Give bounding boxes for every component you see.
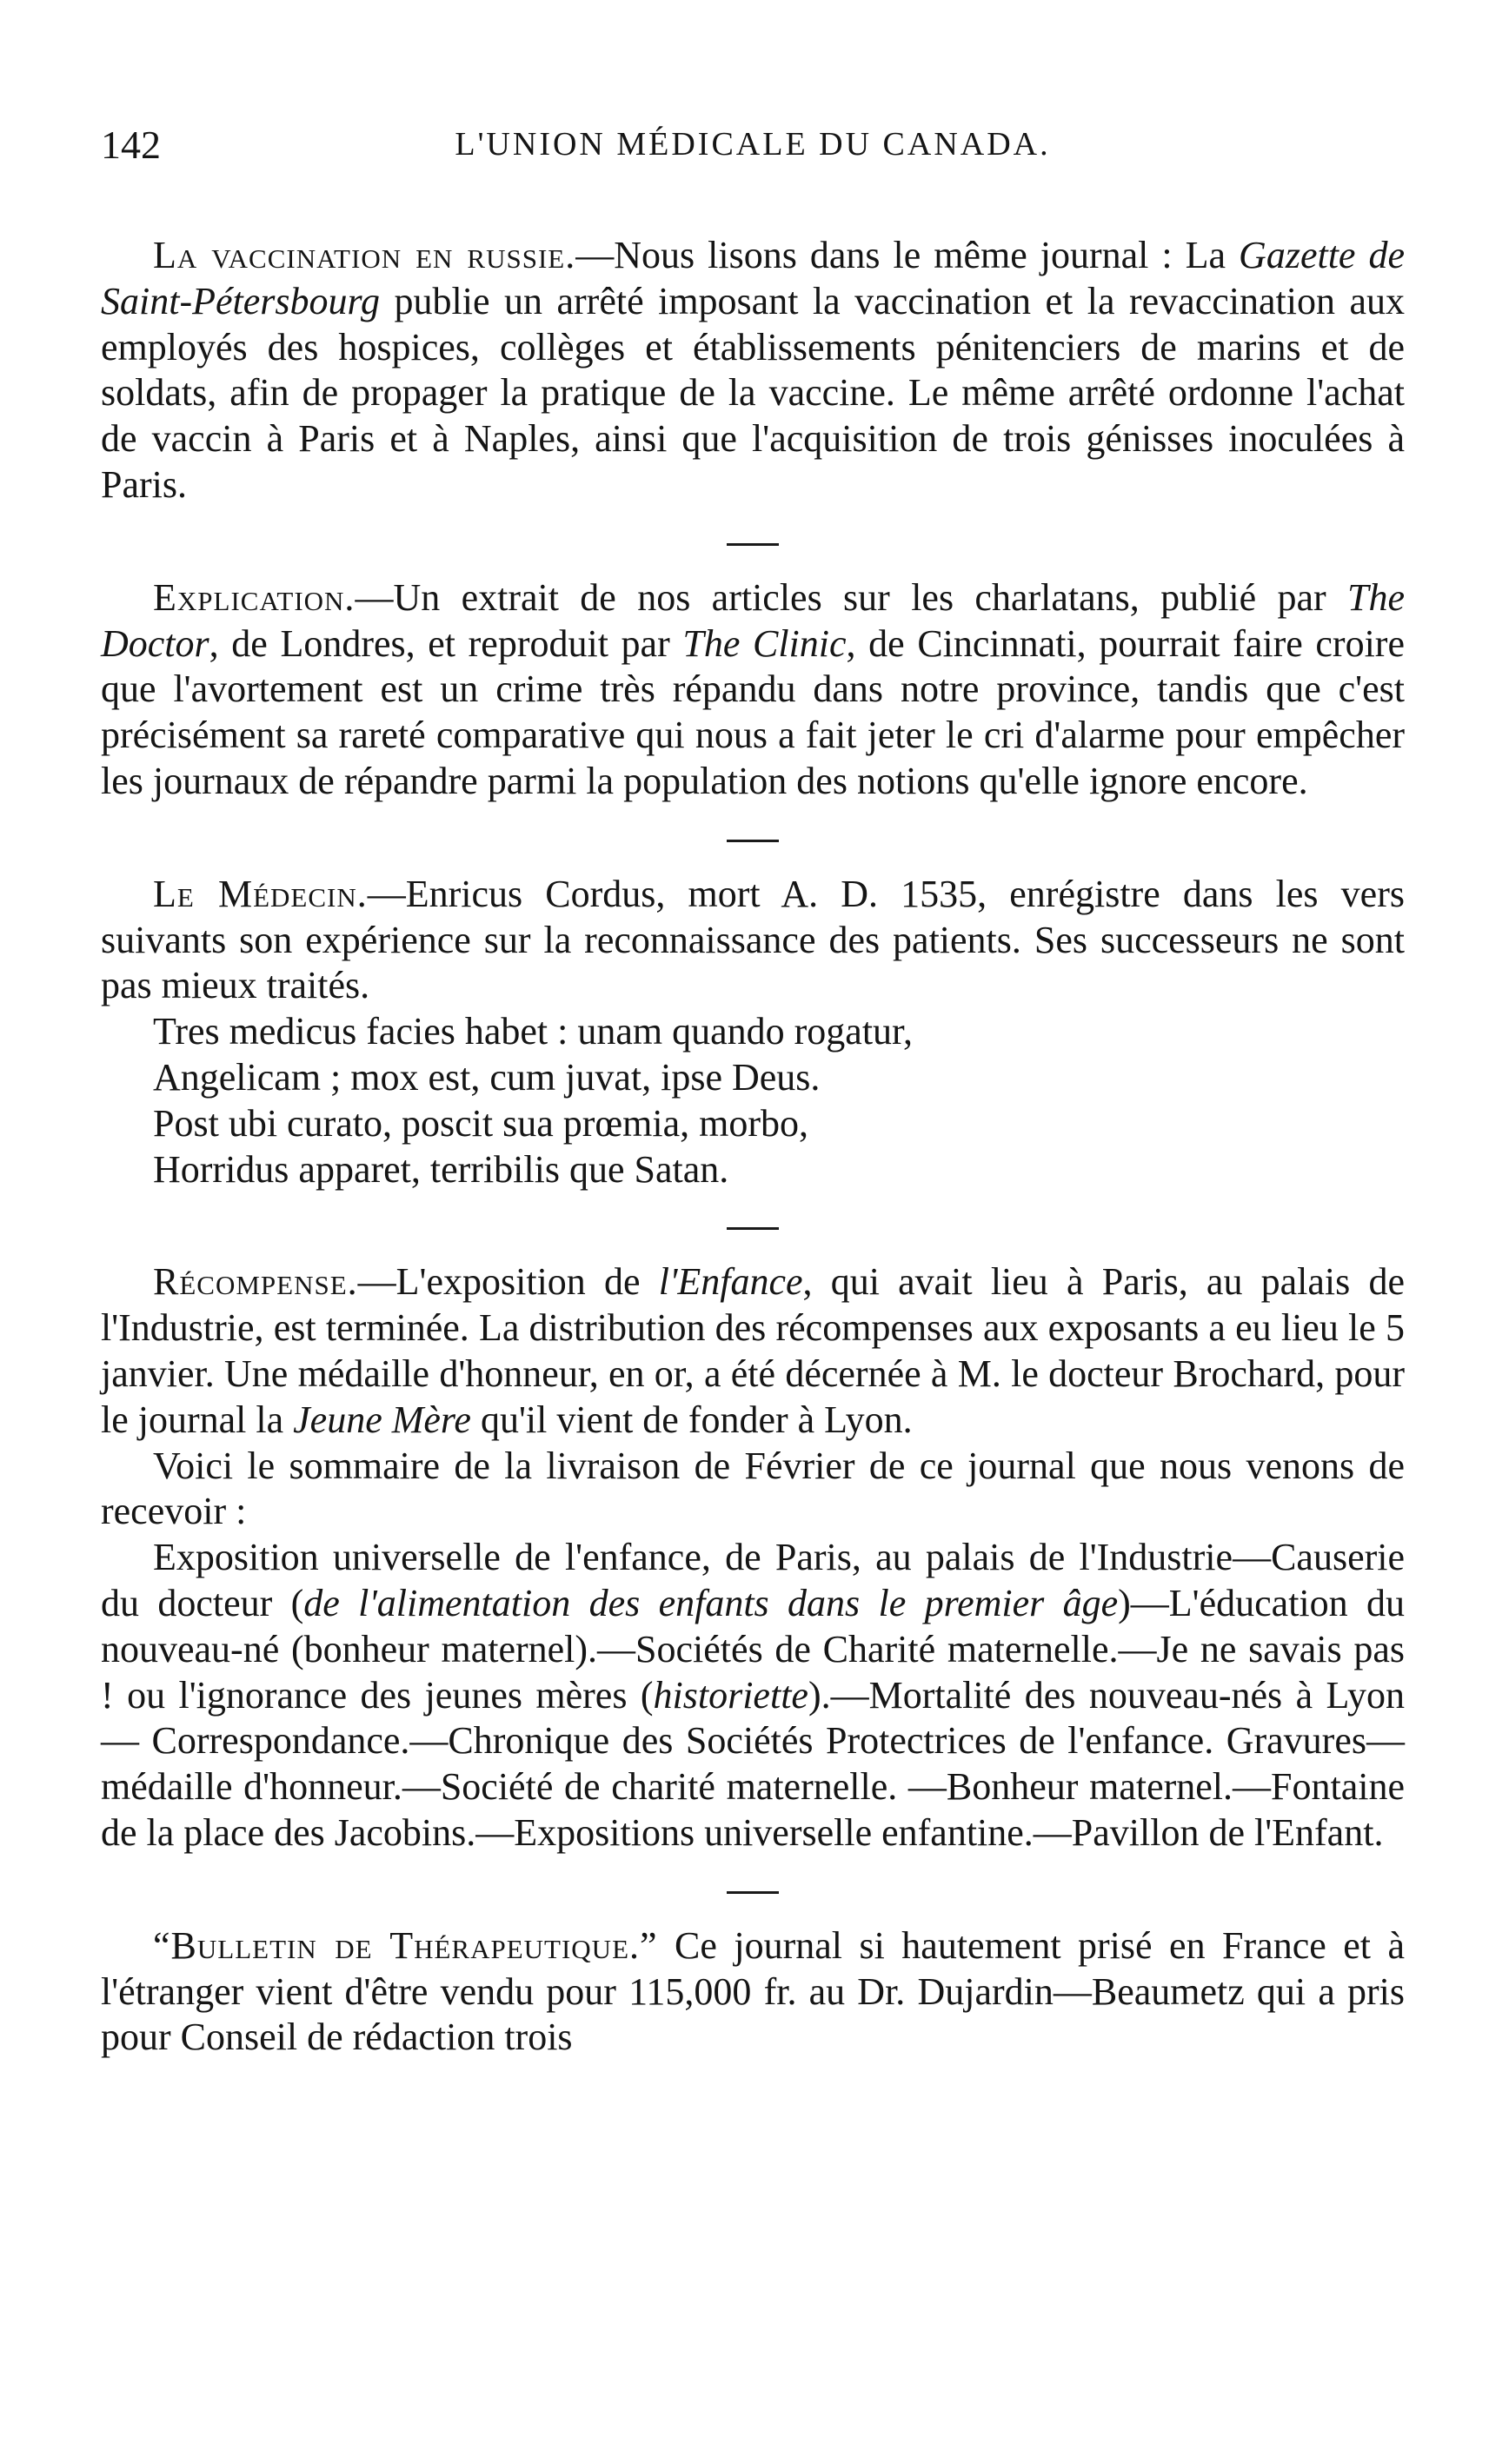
section-divider <box>727 840 779 842</box>
paragraph: Voici le sommaire de la livraison de Février de ce journal que nous venons de recevoir : <box>101 1444 1405 1533</box>
article-medecin <box>101 872 1405 1193</box>
article-vaccination <box>101 233 1405 508</box>
paragraph-text: Exposition universelle de l'enfance, de Paris, au palais de l'Industrie—Causerie du docteur ( <box>101 1536 1405 1624</box>
section-lead: “Bulletin de Thérapeutique.” <box>153 1923 658 1967</box>
running-title: L'UNION MÉDICALE DU CANADA. <box>455 126 1051 163</box>
paragraph-text: , de Londres, et reproduit par <box>209 621 683 665</box>
paragraph <box>101 872 1405 1009</box>
paragraph <box>101 233 1405 508</box>
section-lead: La vaccination en russie. <box>153 234 576 276</box>
journal-name: l'Enfance <box>658 1260 803 1304</box>
section-lead: Le Médecin. <box>153 872 368 915</box>
paragraph-text: —Enricus Cordus, mort A. D. 1535, enrégistre dans les vers suivants son expérience sur la reconnaissance des patients. Ses successeurs ne sont pas mieux traités. <box>101 872 1405 1007</box>
journal-name: Gazette de Saint-Pétersbourg <box>101 234 1405 322</box>
paragraph <box>101 575 1405 805</box>
italic-text: de l'alimentation des enfants dans le premier âge <box>303 1581 1119 1624</box>
paragraph-text: )—L'éducation du nouveau-né (bonheur maternel).—Sociétés de Charité maternelle.—Je ne savais pas ! ou l'ignorance des jeunes mères ( <box>101 1581 1405 1717</box>
verse-line: Angelicam ; mox est, cum juvat, ipse Deus. <box>153 1055 821 1099</box>
document-page <box>101 122 1405 2061</box>
section-lead: Récompense. <box>153 1260 358 1304</box>
paragraph-text: qu'il vient de fonder à Lyon. <box>470 1398 913 1441</box>
paragraph <box>101 1535 1405 1856</box>
section-lead: Explication. <box>153 575 356 619</box>
article-bulletin <box>101 1923 1405 2061</box>
paragraph-text: —Nous lisons dans le même journal : La <box>575 234 1240 276</box>
section-divider <box>727 543 779 546</box>
paragraph-text: ).—Mortalité des nouveau-nés à Lyon — Correspondance.—Chronique des Sociétés Protectrices de l'enfance. Gravures—médaille d'honneur.—Société de charité maternelle. —Bonheur maternel.—Fontaine de la place des Jacobins.—Expositions universelle enfantine.—Pavillon de l'Enfant. <box>101 1673 1405 1854</box>
page-header <box>101 122 1405 183</box>
latin-verse <box>153 1009 1405 1192</box>
paragraph-text: , de Cincinnati, pourrait faire croire que l'avortement est un crime très répandu dans notre province, tandis que c'est précisément sa rareté comparative qui nous a fait jeter le cri d'alarme pour empêcher les journaux de répandre parmi la population des notions qu'elle ignore encore. <box>101 621 1405 802</box>
paragraph-text: , qui avait lieu à Paris, au palais de l'Industrie, est terminée. La distribution des récompenses aux exposants a eu lieu le 5 janvier. Une médaille d'honneur, en or, a été décernée à M. le docteur Brochard, pour le journal la <box>101 1260 1405 1441</box>
verse-line: Post ubi curato, poscit sua prœmia, morbo, <box>153 1101 809 1145</box>
paragraph-text: —L'exposition de <box>357 1260 659 1304</box>
paragraph-text: publie un arrêté imposant la vaccination et la revaccination aux employés des hospices, collèges et établissements pénitenciers de marins et de soldats, afin de propager la pratique de la vaccine. Le même arrêté ordonne l'achat de vaccin à Paris et à Naples, ainsi que l'acquisition de trois génisses inoculées à Paris. <box>101 279 1405 506</box>
verse-line: Horridus apparet, terribilis que Satan. <box>153 1147 729 1191</box>
journal-name: The Clinic <box>682 621 847 665</box>
section-divider <box>727 1227 779 1230</box>
article-recompense <box>101 1259 1405 1856</box>
italic-text: historiette <box>653 1673 808 1717</box>
article-explication <box>101 575 1405 805</box>
paragraph-text: —Un extrait de nos articles sur les charlatans, publié par <box>355 575 1347 619</box>
verse-line: Tres medicus facies habet : unam quando rogatur, <box>153 1010 913 1053</box>
paragraph <box>101 1923 1405 2061</box>
paragraph-text: Ce journal si hautement prisé en France et à l'étranger vient d'être vendu pour 115,000 fr. au Dr. Dujardin—Beaumetz qui a pris pour Conseil de rédaction trois <box>101 1923 1405 2059</box>
page-number: 142 <box>101 123 161 167</box>
journal-name: Jeune Mère <box>293 1398 471 1441</box>
paragraph <box>101 1259 1405 1443</box>
journal-name: The Doctor <box>101 575 1405 665</box>
section-divider <box>727 1891 779 1894</box>
